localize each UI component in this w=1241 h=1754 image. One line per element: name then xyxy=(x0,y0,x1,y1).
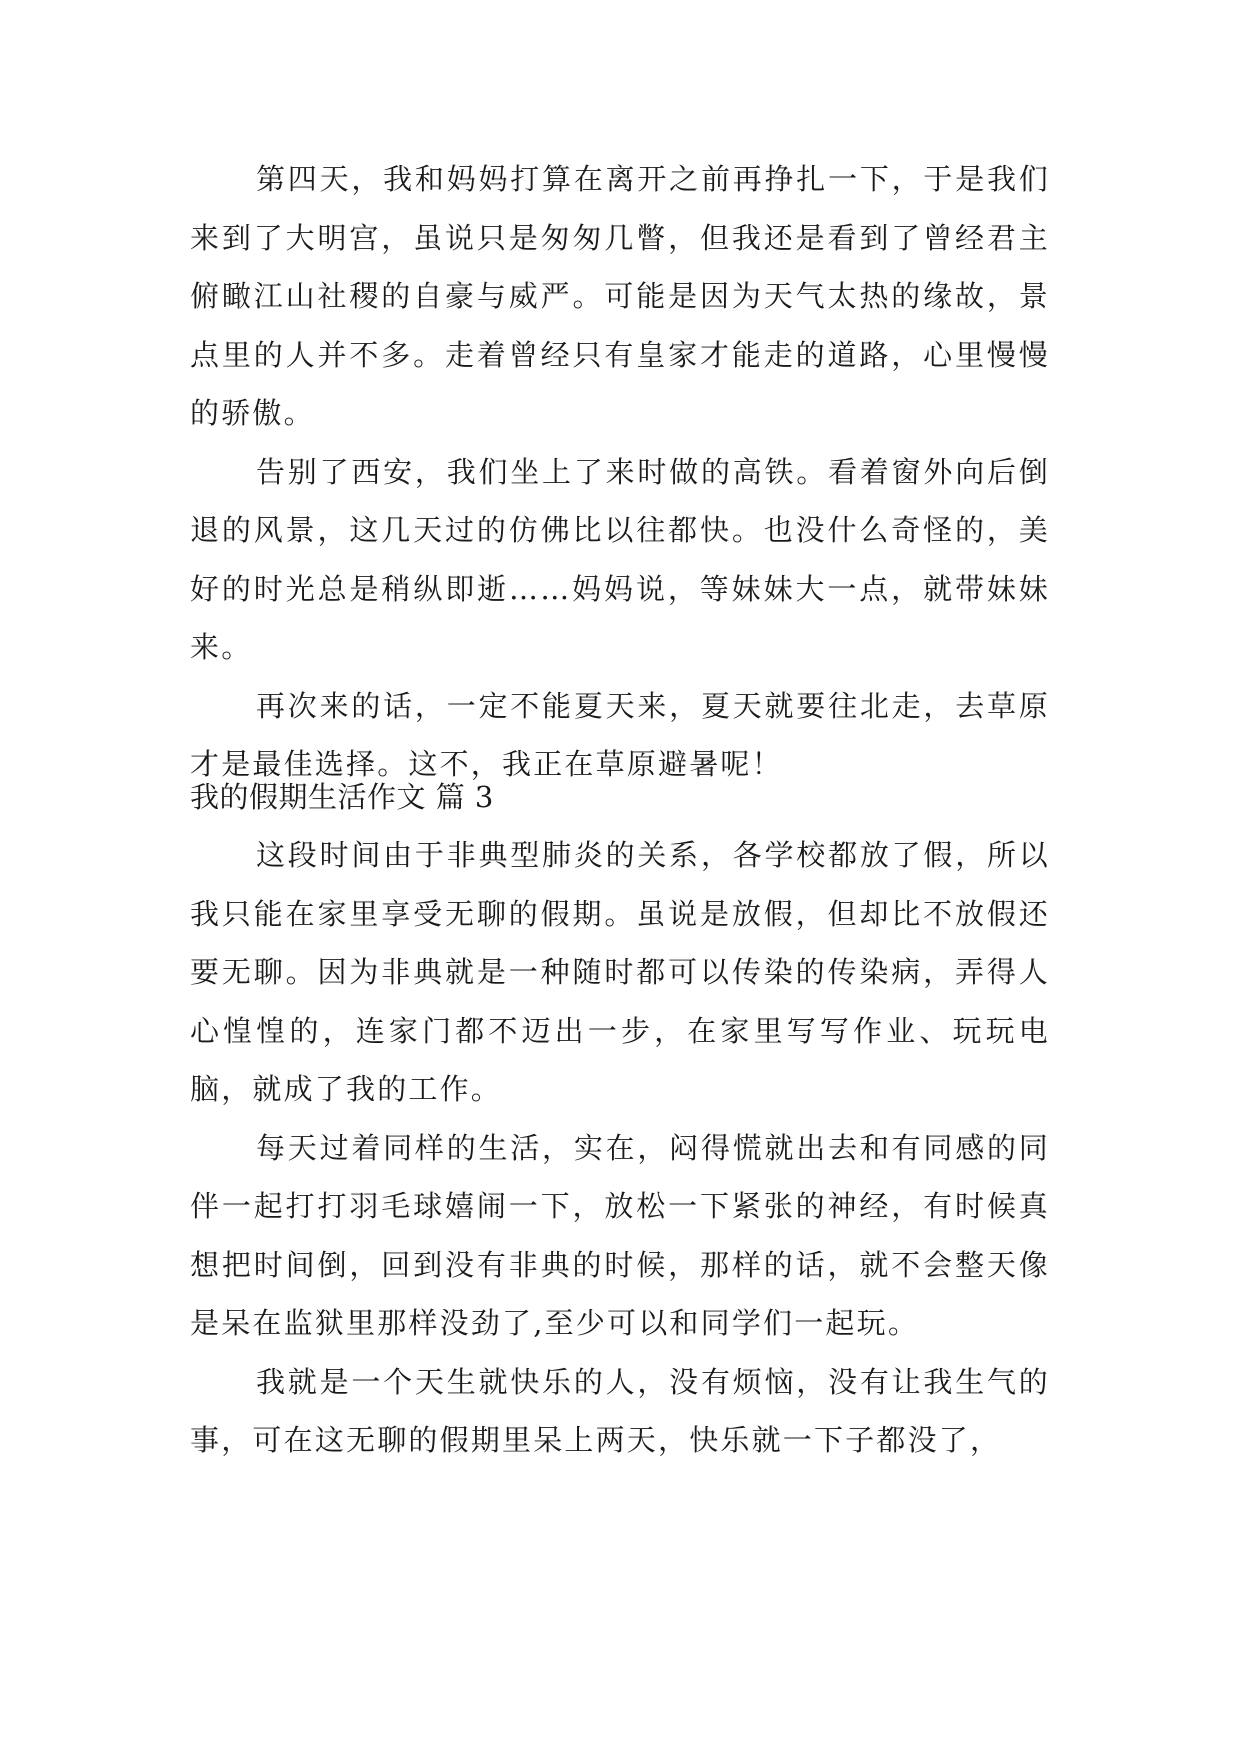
section-heading: 我的假期生活作文 篇 3 xyxy=(190,780,494,814)
paragraph: 告别了西安，我们坐上了来时做的高铁。看着窗外向后倒退的风景，这几天过的仿佛比以往都快。也没什么奇怪的，美好的时光总是稍纵即逝……妈妈说，等妹妹大一点，就带妹妹来。 xyxy=(190,454,1050,664)
section-1-body xyxy=(190,150,1050,794)
section-2-body xyxy=(190,826,1050,1470)
section-2-heading-block xyxy=(190,768,1050,827)
paragraph: 第四天，我和妈妈打算在离开之前再挣扎一下，于是我们来到了大明宫，虽说只是匆匆几瞥，但我还是看到了曾经君主俯瞰江山社稷的自豪与威严。可能是因为天气太热的缘故，景点里的人并不多。走着曾经只有皇家才能走的道路，心里慢慢的骄傲。 xyxy=(190,162,1050,430)
paragraph: 再次来的话，一定不能夏天来，夏天就要往北走，去草原才是最佳选择。这不，我正在草原避暑呢！ xyxy=(190,688,1050,781)
paragraph: 我就是一个天生就快乐的人，没有烦恼，没有让我生气的事，可在这无聊的假期里呆上两天，快乐就一下子都没了， xyxy=(190,1364,1050,1457)
paragraph: 这段时间由于非典型肺炎的关系，各学校都放了假，所以我只能在家里享受无聊的假期。虽说是放假，但却比不放假还要无聊。因为非典就是一种随时都可以传染的传染病，弄得人心惶惶的，连家门都不迈出一步，在家里写写作业、玩玩电脑，就成了我的工作。 xyxy=(190,838,1050,1106)
paragraph: 每天过着同样的生活，实在，闷得慌就出去和有同感的同伴一起打打羽毛球嬉闹一下，放松一下紧张的神经，有时候真想把时间倒，回到没有非典的时候，那样的话，就不会整天像是呆在监狱里那样没劲了,至少可以和同学们一起玩。 xyxy=(190,1130,1050,1340)
